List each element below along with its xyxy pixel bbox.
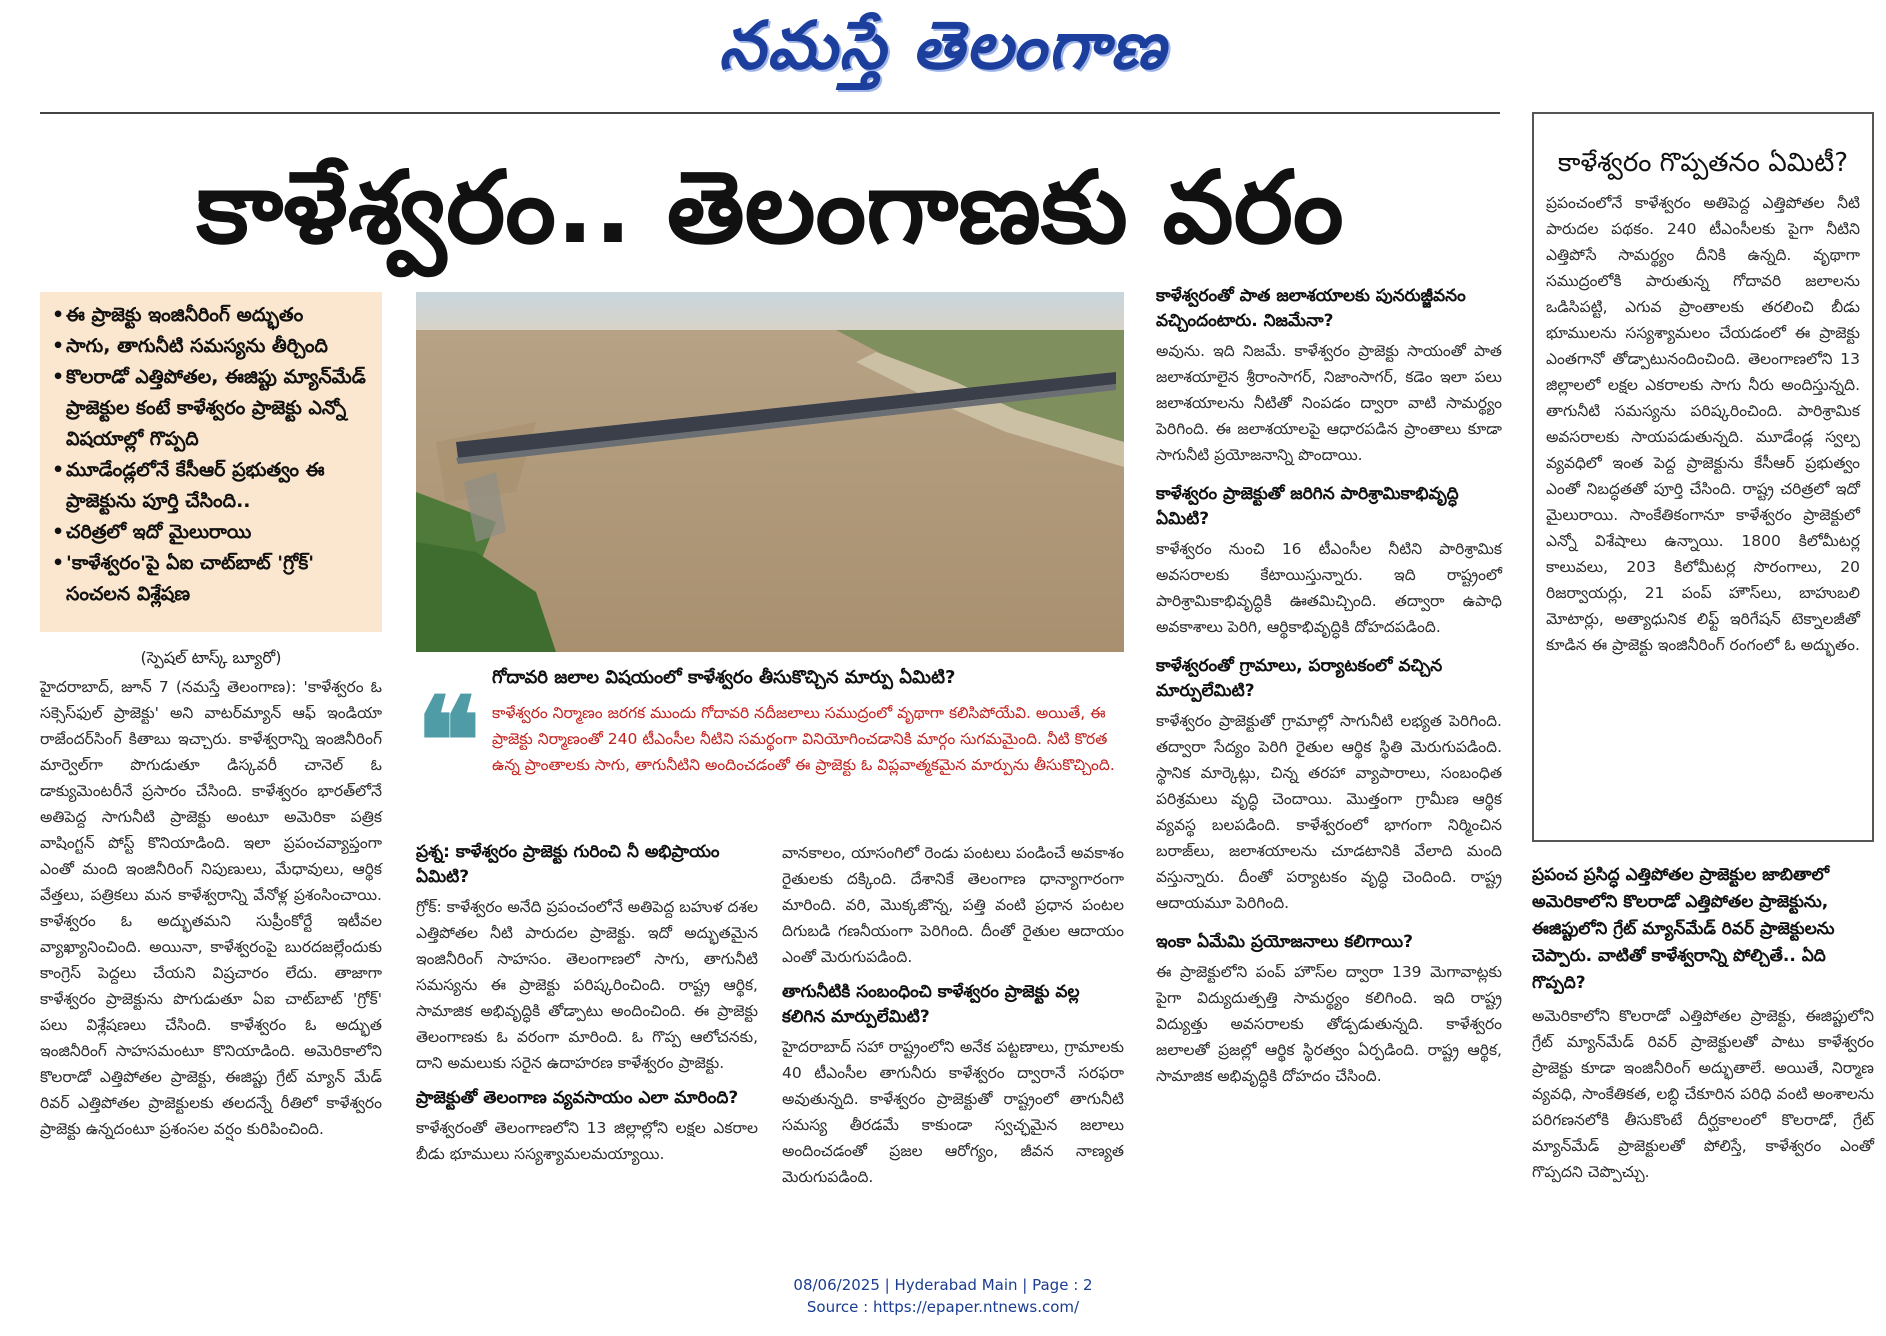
article-column-1 <box>40 674 382 1142</box>
answer-paragraph: కాళేశ్వరం ప్రాజెక్టుతో గ్రామాల్లో సాగునీటి లభ్యత పెరిగింది. తద్వారా సేద్యం పెరిగి రైతుల ఆర్థిక స్థితి మెరుగుపడింది. స్థానిక మార్కెట్లు, చిన్న తరహా వ్యాపారాలు, సంబంధిత పరిశ్రమలు వృద్ధి చెందాయి. మొత్తంగా గ్రామీణ ఆర్థిక వ్యవస్థ బలపడింది. కాళేశ్వరంలో భాగంగా నిర్మించిన బరాజ్‌లు, జలాశయాలను చూడటానికి వేలాది మంది వస్తున్నారు. దీంతో పర్యాటకం వృద్ధి చెందింది. రాష్ట్ర ఆదాయమూ పెరిగింది. <box>1156 712 1502 912</box>
answer-paragraph: కాళేశ్వరంతో తెలంగాణలోని 13 జిల్లాల్లోని లక్షల ఎకరాల బీడు భూములు సస్యశ్యామలమయ్యాయి. <box>416 1119 758 1163</box>
masthead-logo: నమస్తే తెలంగాణ <box>718 6 1168 84</box>
qa-block <box>1156 284 1502 468</box>
quote-answer: కాళేశ్వరం నిర్మాణం జరగక ముందు గోదావరి నదీజలాలు సముద్రంలో వృథాగా కలిసిపోయేవి. అయితే, ఈ ప్రాజెక్టు నిర్మాణంతో 240 టీఎంసీల నీటిని సమర్థంగా వినియోగించడానికి మార్గం సుగమమైంది. నీటి కొరత ఉన్న ప్రాంతాలకు సాగు, తాగునీటిని అందించడంతో ఈ ప్రాజెక్టు ఓ విప్లవాత్మకమైన మార్పును తీసుకొచ్చింది. <box>492 704 1115 774</box>
barrage-aerial-photo <box>416 292 1124 652</box>
answer-paragraph: ఈ ప్రాజెక్టులోని పంప్ హౌస్‌ల ద్వారా 139 మెగావాట్లకు పైగా విద్యుదుత్పత్తి సామర్థ్యం కలిగింది. ఇది రాష్ట్ర విద్యుత్తు అవసరాలకు తోడ్పడుతున్నది. కాళేశ్వరం జలాలతో ప్రజల్లో ఆర్థిక స్థిరత్వం ఏర్పడింది. రాష్ట్ర ఆర్థిక, సామాజిక అభివృద్ధికి దోహదం చేసింది. <box>1156 963 1502 1085</box>
highlight-item: • కొలరాడో ఎత్తిపోతల, ఈజిప్టు మ్యాన్‌మేడ్ ప్రాజెక్టుల కంటే కాళేశ్వరం ప్రాజెక్టు ఎన్నో విషయాల్లో గొప్పది <box>52 362 372 455</box>
question-heading: ప్రపంచ ప్రసిద్ధ ఎత్తిపోతల ప్రాజెక్టుల జాబితాలో అమెరికాలోని కొలరాడో ఎత్తిపోతల ప్రాజెక్టును, ఈజిప్టులోని గ్రేట్ మ్యాన్‌మేడ్ రివర్ ప్రాజెక్టులను చెప్పారు. వాటితో కాళేశ్వరాన్ని పోల్చితే.. ఏది గొప్పది? <box>1532 865 1835 993</box>
answer-paragraph: గ్రోక్: కాళేశ్వరం అనేది ప్రపంచంలోనే అతిపెద్ద బహుళ దశల ఎత్తిపోతల నీటి పారుదల ప్రాజెక్టు. ఇదో అద్భుతమైన ఇంజినీరింగ్ సాహసం. తెలంగాణలో సాగు, తాగునీటి సమస్యను ఈ ప్రాజెక్టు పరిష్కరించింది. రాష్ట్ర ఆర్థిక, సామాజిక అభివృద్ధికి తోడ్పాటు అందించింది. ఈ ప్రాజెక్టు తెలంగాణకు ఓ వరంగా మారింది. ఓ గొప్ప ఆలోచనకు, దాని అమలుకు సరైన ఉదాహరణ కాళేశ్వరం ప్రాజెక్టు. <box>416 898 758 1072</box>
question-heading: తాగునీటికి సంబంధించి కాళేశ్వరం ప్రాజెక్టు వల్ల కలిగిన మార్పులేమిటి? <box>782 982 1080 1027</box>
answer-paragraph: అవును. ఇది నిజమే. కాళేశ్వరం ప్రాజెక్టు సాయంతో పాత జలాశయాలైన శ్రీరాంసాగర్, నిజాంసాగర్, కడెం ఇలా పలు జలాశయాలను నీటితో నింపడం ద్వారా వాటి సామర్థ్యం పెరిగింది. ఈ జలాశయాలపై ఆధారపడిన ప్రాంతాలు కూడా సాగునీటి ప్రయోజనాన్ని పొందాయి. <box>1156 342 1502 464</box>
highlight-item: • 'కాళేశ్వరం'పై ఏఐ చాట్‌బాట్ 'గ్రోక్' సంచలన విశ్లేషణ <box>52 548 372 610</box>
qa-block <box>1156 482 1502 640</box>
answer-paragraph: కాళేశ్వరం నుంచి 16 టీఎంసీల నీటిని పారిశ్రామిక అవసరాలకు కేటాయిస్తున్నారు. ఇది రాష్ట్రంలో పారిశ్రామికాభివృద్ధికి ఊతమిచ్చింది. తద్వారా ఉపాధి అవకాశాలు పెరిగి, ఆర్థికాభివృద్ధికి దోహదపడింది. <box>1156 540 1502 636</box>
answer-paragraph: వానకాలం, యాసంగిలో రెండు పంటలు పండించే అవకాశం రైతులకు దక్కింది. దేశానికే తెలంగాణ ధాన్యాగారంగా మారింది. వరి, మొక్కజొన్న, పత్తి వంటి ప్రధాన పంటల దిగుబడి గణనీయంగా పెరిగింది. దీంతో రైతుల ఆదాయం ఎంతో మెరుగుపడింది. <box>782 844 1124 966</box>
question-heading: ప్రాజెక్టుతో తెలంగాణ వ్యవసాయం ఎలా మారింది? <box>416 1088 739 1108</box>
article-column-5 <box>1532 862 1874 1185</box>
sidebar-box <box>1532 112 1874 842</box>
highlight-item: • చరిత్రలో ఇదో మైలురాయి <box>52 517 372 548</box>
article-column-2 <box>416 840 758 1167</box>
sidebar-paragraph: ప్రపంచంలోనే కాళేశ్వరం అతిపెద్ద ఎత్తిపోతల నీటి పారుదల పథకం. 240 టీఎంసీలకు పైగా నీటిని ఎత్తిపోసే సామర్థ్యం దీనికి ఉన్నది. వృథాగా సముద్రంలోకి పారుతున్న గోదావరి జలాలను ఒడిసిపట్టి, ఎగువ ప్రాంతాలకు తరలించి బీడు భూములను సస్యశ్యామలం చేయడంలో ఈ ప్రాజెక్టు ఎంతగానో తోడ్పాటునందించింది. తెలంగాణలోని 13 జిల్లాలలో లక్షల ఎకరాలకు సాగు నీరు అందిస్తున్నది. తాగునీటి సమస్యను పరిష్కరించింది. పారిశ్రామిక అవసరాలకు సాయపడుతున్నది. మూడేండ్ల స్వల్ప వ్యవధిలో ఇంత పెద్ద ప్రాజెక్టును కేసీఆర్ ప్రభుత్వం ఎంతో నిబద్ధతతో పూర్తి చేసింది. రాష్ట్ర చరిత్రలో ఇదో మైలురాయి. సాంకేతికంగానూ కాళేశ్వరం ప్రాజెక్టులో ఎన్నో విశేషాలు ఉన్నాయి. 1800 కిలోమీటర్ల కాలువలు, 203 కిలోమీటర్ల సొరంగాలు, 20 రిజర్వాయర్లు, 21 పంప్ హౌస్‌లు, బాహుబలి మోటార్లు, అత్యాధునిక లిఫ్ట్ ఇరిగేషన్ టెక్నాలజీతో కూడిన ఈ ప్రాజెక్టు ఇంజినీరింగ్ రంగంలో ఓ అద్భుతం. <box>1546 194 1860 654</box>
quote-box <box>416 664 1124 820</box>
article-column-4 <box>1156 284 1502 1103</box>
byline: (స్పెషల్ టాస్క్ బ్యూరో) <box>140 648 282 667</box>
article-paragraph: హైదరాబాద్, జూన్ 7 (నమస్తే తెలంగాణ): 'కాళేశ్వరం ఓ సక్సెస్‌ఫుల్ ప్రాజెక్టు' అని వాటర్‌మ్యాన్ ఆఫ్ ఇండియా రాజేందర్‌సింగ్ కితాబు ఇచ్చారు. కాళేశ్వరాన్ని ఇంజినీరింగ్ మార్వెల్‌గా పొగుడుతూ డిస్కవరీ చానెల్ ఓ డాక్యుమెంటరీనే ప్రసారం చేసింది. కాళేశ్వరం భారత్‌లోనే అతిపెద్ద సాగునీటి ప్రాజెక్టు అంటూ అమెరికా పత్రిక వాషింగ్టన్ పోస్ట్ కొనియాడింది. ఇలా ప్రపంచవ్యాప్తంగా ఎంతో మంది ఇంజినీరింగ్ నిపుణులు, మేధావులు, ఆర్థిక వేత్తలు, పత్రికలు మన కాళేశ్వరాన్ని వేనోళ్ల ప్రశంసించాయి. కాళేశ్వరం ఓ అద్భుతమని సుప్రీంకోర్టే ఇటీవల వ్యాఖ్యానించింది. అయినా, కాళేశ్వరంపై బురదజల్లేందుకు కాంగ్రెస్ పెద్దలు చేయని విష్రచారం లేదు. తాజాగా కాళేశ్వరం ప్రాజెక్టును పొగుడుతూ ఏఐ చాట్‌బాట్ 'గ్రోక్' పలు విశ్లేషణలు చేసింది. కాళేశ్వరం ఓ అద్భుత ఇంజినీరింగ్ సాహసమంటూ కొనియాడింది. అమెరికాలోని కొలరాడో ఎత్తిపోతల ప్రాజెక్టు, ఈజిప్టు గ్రేట్ మ్యాన్ మేడ్ రివర్ ఎత్తిపోతల ప్రాజెక్టులకు తలదన్నే రీతిలో కాళేశ్వరం ప్రాజెక్టు ఉన్నదంటూ ప్రశంసల వర్షం కురిపించింది. <box>40 678 382 1138</box>
question-heading: కాళేశ్వరంతో పాత జలాశయాలకు పునరుజ్జీవనం వచ్చిందంటారు. నిజమేనా? <box>1156 286 1466 331</box>
sidebar-title: కాళేశ్వరం గొప్పతనం ఏమిటీ? <box>1557 148 1849 178</box>
highlight-item: • సాగు, తాగునీటి సమస్యను తీర్చింది <box>52 331 372 362</box>
question-heading: కాళేశ్వరంతో గ్రామాలు, పర్యాటకంలో వచ్చిన మార్పులేమిటి? <box>1156 656 1443 701</box>
answer-paragraph: హైదరాబాద్ సహా రాష్ట్రంలోని అనేక పట్టణాలు, గ్రామాలకు 40 టీఎంసీల తాగునీరు కాళేశ్వరం ద్వారానే సరఫరా అవుతున్నది. కాళేశ్వరం ప్రాజెక్టుతో రాష్ట్రంలో తాగునీటి సమస్య తీరడమే కాకుండా స్వచ్ఛమైన జలాలు అందించడంతో ప్రజల ఆరోగ్యం, జీవన నాణ్యత మెరుగుపడింది. <box>782 1038 1124 1186</box>
divider <box>40 112 1500 114</box>
footer-date-edition: 08/06/2025 | Hyderabad Main | Page : 2 <box>793 1276 1093 1294</box>
headline: కాళేశ్వరం.. తెలంగాణకు వరం <box>196 149 1344 266</box>
highlight-item: • మూడేండ్లలోనే కేసీఆర్ ప్రభుత్వం ఈ ప్రాజెక్టును పూర్తి చేసింది.. <box>52 455 372 517</box>
question-heading: ప్రశ్న: కాళేశ్వరం ప్రాజెక్టు గురించి నీ అభిప్రాయం ఏమిటి? <box>416 842 720 887</box>
highlight-item: • ఈ ప్రాజెక్టు ఇంజినీరింగ్ అద్భుతం <box>52 300 372 331</box>
page-footer <box>0 1274 1886 1318</box>
article-column-3 <box>782 840 1124 1190</box>
answer-paragraph: అమెరికాలోని కొలరాడో ఎత్తిపోతల ప్రాజెక్టు, ఈజిప్టులోని గ్రేట్ మ్యాన్‌మేడ్ రివర్ ప్రాజెక్టులతో పాటు కాళేశ్వరం ప్రాజెక్టు కూడా ఇంజినీరింగ్ అద్భుతాలే. అయితే, నిర్మాణ వ్యవధి, సాంకేతికత, లబ్ధి చేకూరిన పరిధి వంటి అంశాలను పరిగణనలోకి తీసుకొంటే దీర్ఘకాలంలో కొలరాడో, గ్రేట్ మ్యాన్‌మేడ్ ప్రాజెక్టులతో పోలిస్తే, కాళేశ్వరం ఎంతో గొప్పదని చెప్పొచ్చు. <box>1532 1007 1874 1181</box>
question-heading: ఇంకా ఏమేమి ప్రయోజనాలు కలిగాయి? <box>1156 932 1414 952</box>
quote-mark-icon: ❝ <box>416 671 481 812</box>
qa-block <box>1156 654 1502 916</box>
quote-question: గోదావరి జలాల విషయంలో కాళేశ్వరం తీసుకొచ్చిన మార్పు ఏమిటి? <box>492 667 956 688</box>
qa-block <box>1156 930 1502 1089</box>
highlights-box <box>40 292 382 632</box>
question-heading: కాళేశ్వరం ప్రాజెక్టుతో జరిగిన పారిశ్రామికాభివృద్ధి ఏమిటి? <box>1156 484 1459 529</box>
footer-source: Source : https://epaper.ntnews.com/ <box>806 1298 1080 1316</box>
